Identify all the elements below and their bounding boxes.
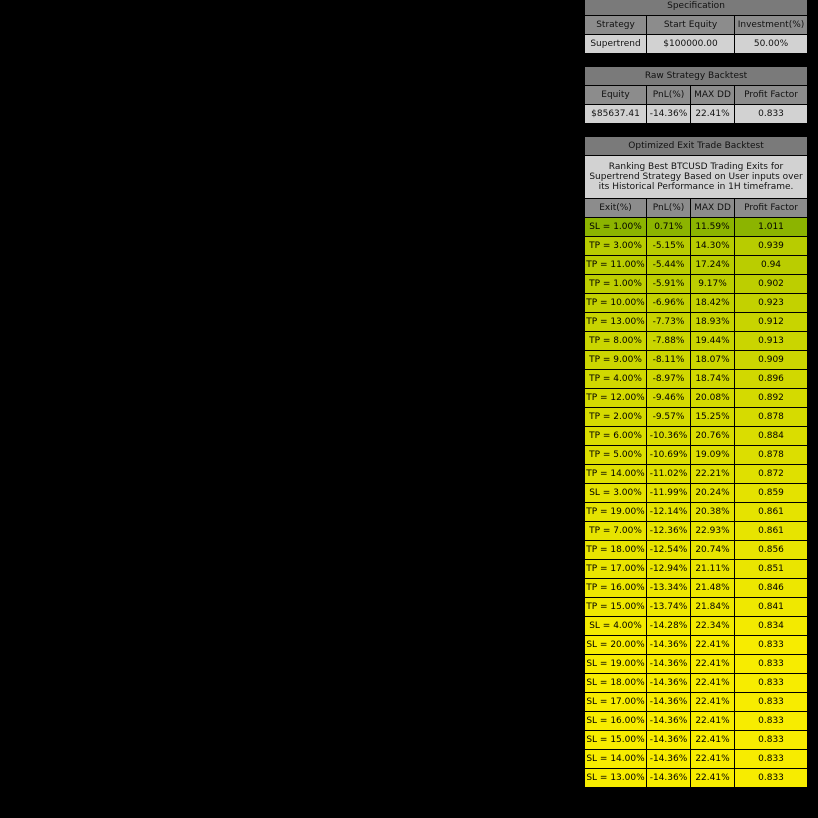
exit-cell: SL = 16.00% — [585, 712, 647, 731]
table-row — [585, 731, 808, 750]
profit-factor-cell: 0.833 — [735, 712, 808, 731]
exit-cell: SL = 19.00% — [585, 655, 647, 674]
spec-strategy-value: Supertrend — [585, 35, 647, 54]
profit-factor-cell: 0.94 — [735, 256, 808, 275]
table-row — [585, 427, 808, 446]
pnl-cell: -12.94% — [647, 560, 691, 579]
table-row — [585, 522, 808, 541]
specification-panel — [584, 0, 807, 54]
exit-cell: SL = 13.00% — [585, 769, 647, 788]
profit-factor-cell: 0.896 — [735, 370, 808, 389]
pnl-cell: -12.36% — [647, 522, 691, 541]
profit-factor-cell: 0.833 — [735, 636, 808, 655]
raw-header-profit-factor: Profit Factor — [735, 86, 808, 105]
raw-profit-factor-value: 0.833 — [735, 105, 808, 124]
pnl-cell: -11.02% — [647, 465, 691, 484]
table-row — [585, 313, 808, 332]
exit-cell: TP = 5.00% — [585, 446, 647, 465]
profit-factor-cell: 0.856 — [735, 541, 808, 560]
maxdd-cell: 21.48% — [691, 579, 735, 598]
pnl-cell: -9.46% — [647, 389, 691, 408]
pnl-cell: -8.97% — [647, 370, 691, 389]
exit-cell: TP = 19.00% — [585, 503, 647, 522]
optimized-backtest-table — [584, 136, 808, 788]
maxdd-cell: 22.93% — [691, 522, 735, 541]
table-row — [585, 712, 808, 731]
table-row — [585, 408, 808, 427]
profit-factor-cell: 0.851 — [735, 560, 808, 579]
maxdd-cell: 18.42% — [691, 294, 735, 313]
exit-cell: SL = 4.00% — [585, 617, 647, 636]
exit-cell: TP = 13.00% — [585, 313, 647, 332]
pnl-cell: -12.14% — [647, 503, 691, 522]
exit-cell: SL = 3.00% — [585, 484, 647, 503]
pnl-cell: -14.36% — [647, 750, 691, 769]
maxdd-cell: 18.07% — [691, 351, 735, 370]
spec-investment-value: 50.00% — [735, 35, 808, 54]
maxdd-cell: 20.76% — [691, 427, 735, 446]
exit-cell: TP = 3.00% — [585, 237, 647, 256]
profit-factor-cell: 0.833 — [735, 693, 808, 712]
pnl-cell: -10.36% — [647, 427, 691, 446]
pnl-cell: 0.71% — [647, 218, 691, 237]
exit-cell: TP = 14.00% — [585, 465, 647, 484]
maxdd-cell: 18.93% — [691, 313, 735, 332]
pnl-cell: -5.91% — [647, 275, 691, 294]
maxdd-cell: 22.41% — [691, 712, 735, 731]
profit-factor-cell: 0.902 — [735, 275, 808, 294]
pnl-cell: -14.36% — [647, 712, 691, 731]
maxdd-cell: 21.11% — [691, 560, 735, 579]
optimized-backtest-panel — [584, 136, 807, 788]
table-row — [585, 389, 808, 408]
pnl-cell: -7.88% — [647, 332, 691, 351]
table-row — [585, 446, 808, 465]
profit-factor-cell: 0.912 — [735, 313, 808, 332]
table-row — [585, 769, 808, 788]
exit-cell: TP = 16.00% — [585, 579, 647, 598]
maxdd-cell: 17.24% — [691, 256, 735, 275]
maxdd-cell: 20.08% — [691, 389, 735, 408]
profit-factor-cell: 0.834 — [735, 617, 808, 636]
table-row — [585, 351, 808, 370]
raw-pnl-value: -14.36% — [647, 105, 691, 124]
profit-factor-cell: 0.923 — [735, 294, 808, 313]
pnl-cell: -7.73% — [647, 313, 691, 332]
table-row — [585, 275, 808, 294]
exit-cell: SL = 17.00% — [585, 693, 647, 712]
pnl-cell: -13.34% — [647, 579, 691, 598]
maxdd-cell: 20.24% — [691, 484, 735, 503]
maxdd-cell: 11.59% — [691, 218, 735, 237]
profit-factor-cell: 0.861 — [735, 522, 808, 541]
profit-factor-cell: 0.909 — [735, 351, 808, 370]
maxdd-cell: 22.41% — [691, 693, 735, 712]
optimized-backtest-description: Ranking Best BTCUSD Trading Exits for Supertrend Strategy Based on User inputs over its Historical Performance in 1H timeframe. — [585, 156, 808, 199]
table-row — [585, 750, 808, 769]
exit-cell: SL = 18.00% — [585, 674, 647, 693]
exit-cell: TP = 12.00% — [585, 389, 647, 408]
profit-factor-cell: 0.913 — [735, 332, 808, 351]
profit-factor-cell: 0.841 — [735, 598, 808, 617]
raw-equity-value: $85637.41 — [585, 105, 647, 124]
maxdd-cell: 22.41% — [691, 636, 735, 655]
pnl-cell: -9.57% — [647, 408, 691, 427]
exit-cell: TP = 4.00% — [585, 370, 647, 389]
exit-cell: TP = 15.00% — [585, 598, 647, 617]
profit-factor-cell: 0.861 — [735, 503, 808, 522]
maxdd-cell: 15.25% — [691, 408, 735, 427]
table-row — [585, 484, 808, 503]
maxdd-cell: 22.34% — [691, 617, 735, 636]
table-row — [585, 598, 808, 617]
pnl-cell: -13.74% — [647, 598, 691, 617]
profit-factor-cell: 0.872 — [735, 465, 808, 484]
pnl-cell: -14.36% — [647, 655, 691, 674]
opt-header-pnl: PnL(%) — [647, 199, 691, 218]
table-row — [585, 541, 808, 560]
spec-start-equity-value: $100000.00 — [647, 35, 735, 54]
maxdd-cell: 20.74% — [691, 541, 735, 560]
maxdd-cell: 18.74% — [691, 370, 735, 389]
maxdd-cell: 9.17% — [691, 275, 735, 294]
exit-cell: TP = 8.00% — [585, 332, 647, 351]
raw-backtest-panel — [584, 66, 807, 124]
opt-header-profit-factor: Profit Factor — [735, 199, 808, 218]
table-row — [585, 617, 808, 636]
maxdd-cell: 20.38% — [691, 503, 735, 522]
exit-cell: TP = 6.00% — [585, 427, 647, 446]
exit-cell: SL = 14.00% — [585, 750, 647, 769]
specification-title: Specification — [585, 0, 808, 16]
exit-cell: TP = 9.00% — [585, 351, 647, 370]
spec-header-investment: Investment(%) — [735, 16, 808, 35]
optimized-backtest-title: Optimized Exit Trade Backtest — [585, 137, 808, 156]
table-row — [585, 237, 808, 256]
opt-header-maxdd: MAX DD — [691, 199, 735, 218]
exit-cell: TP = 1.00% — [585, 275, 647, 294]
pnl-cell: -14.36% — [647, 636, 691, 655]
pnl-cell: -14.36% — [647, 769, 691, 788]
raw-maxdd-value: 22.41% — [691, 105, 735, 124]
pnl-cell: -11.99% — [647, 484, 691, 503]
profit-factor-cell: 0.892 — [735, 389, 808, 408]
table-row — [585, 332, 808, 351]
raw-header-maxdd: MAX DD — [691, 86, 735, 105]
raw-header-equity: Equity — [585, 86, 647, 105]
exit-cell: TP = 11.00% — [585, 256, 647, 275]
profit-factor-cell: 0.859 — [735, 484, 808, 503]
pnl-cell: -8.11% — [647, 351, 691, 370]
table-row — [585, 636, 808, 655]
maxdd-cell: 22.41% — [691, 655, 735, 674]
exit-cell: TP = 2.00% — [585, 408, 647, 427]
spec-header-strategy: Strategy — [585, 16, 647, 35]
pnl-cell: -12.54% — [647, 541, 691, 560]
profit-factor-cell: 0.833 — [735, 750, 808, 769]
raw-backtest-title: Raw Strategy Backtest — [585, 67, 808, 86]
table-row — [585, 503, 808, 522]
raw-backtest-table — [584, 66, 808, 124]
table-row — [585, 579, 808, 598]
maxdd-cell: 22.41% — [691, 731, 735, 750]
profit-factor-cell: 0.884 — [735, 427, 808, 446]
profit-factor-cell: 0.833 — [735, 655, 808, 674]
maxdd-cell: 21.84% — [691, 598, 735, 617]
table-row — [585, 465, 808, 484]
profit-factor-cell: 0.846 — [735, 579, 808, 598]
specification-table — [584, 0, 808, 54]
opt-header-exit: Exit(%) — [585, 199, 647, 218]
table-row — [585, 294, 808, 313]
pnl-cell: -10.69% — [647, 446, 691, 465]
maxdd-cell: 22.21% — [691, 465, 735, 484]
exit-cell: SL = 1.00% — [585, 218, 647, 237]
maxdd-cell: 19.09% — [691, 446, 735, 465]
pnl-cell: -14.36% — [647, 674, 691, 693]
pnl-cell: -5.15% — [647, 237, 691, 256]
pnl-cell: -14.36% — [647, 731, 691, 750]
maxdd-cell: 22.41% — [691, 750, 735, 769]
table-row — [585, 674, 808, 693]
profit-factor-cell: 0.833 — [735, 731, 808, 750]
pnl-cell: -14.28% — [647, 617, 691, 636]
profit-factor-cell: 0.878 — [735, 446, 808, 465]
pnl-cell: -5.44% — [647, 256, 691, 275]
profit-factor-cell: 0.833 — [735, 674, 808, 693]
table-row — [585, 655, 808, 674]
profit-factor-cell: 1.011 — [735, 218, 808, 237]
profit-factor-cell: 0.833 — [735, 769, 808, 788]
maxdd-cell: 19.44% — [691, 332, 735, 351]
exit-cell: TP = 10.00% — [585, 294, 647, 313]
maxdd-cell: 14.30% — [691, 237, 735, 256]
profit-factor-cell: 0.878 — [735, 408, 808, 427]
spec-header-start-equity: Start Equity — [647, 16, 735, 35]
profit-factor-cell: 0.939 — [735, 237, 808, 256]
maxdd-cell: 22.41% — [691, 674, 735, 693]
table-row — [585, 370, 808, 389]
pnl-cell: -6.96% — [647, 294, 691, 313]
exit-cell: TP = 18.00% — [585, 541, 647, 560]
maxdd-cell: 22.41% — [691, 769, 735, 788]
exit-cell: SL = 15.00% — [585, 731, 647, 750]
exit-cell: TP = 17.00% — [585, 560, 647, 579]
raw-header-pnl: PnL(%) — [647, 86, 691, 105]
table-row — [585, 218, 808, 237]
pnl-cell: -14.36% — [647, 693, 691, 712]
table-row — [585, 256, 808, 275]
exit-cell: TP = 7.00% — [585, 522, 647, 541]
table-row — [585, 560, 808, 579]
table-row — [585, 693, 808, 712]
exit-cell: SL = 20.00% — [585, 636, 647, 655]
